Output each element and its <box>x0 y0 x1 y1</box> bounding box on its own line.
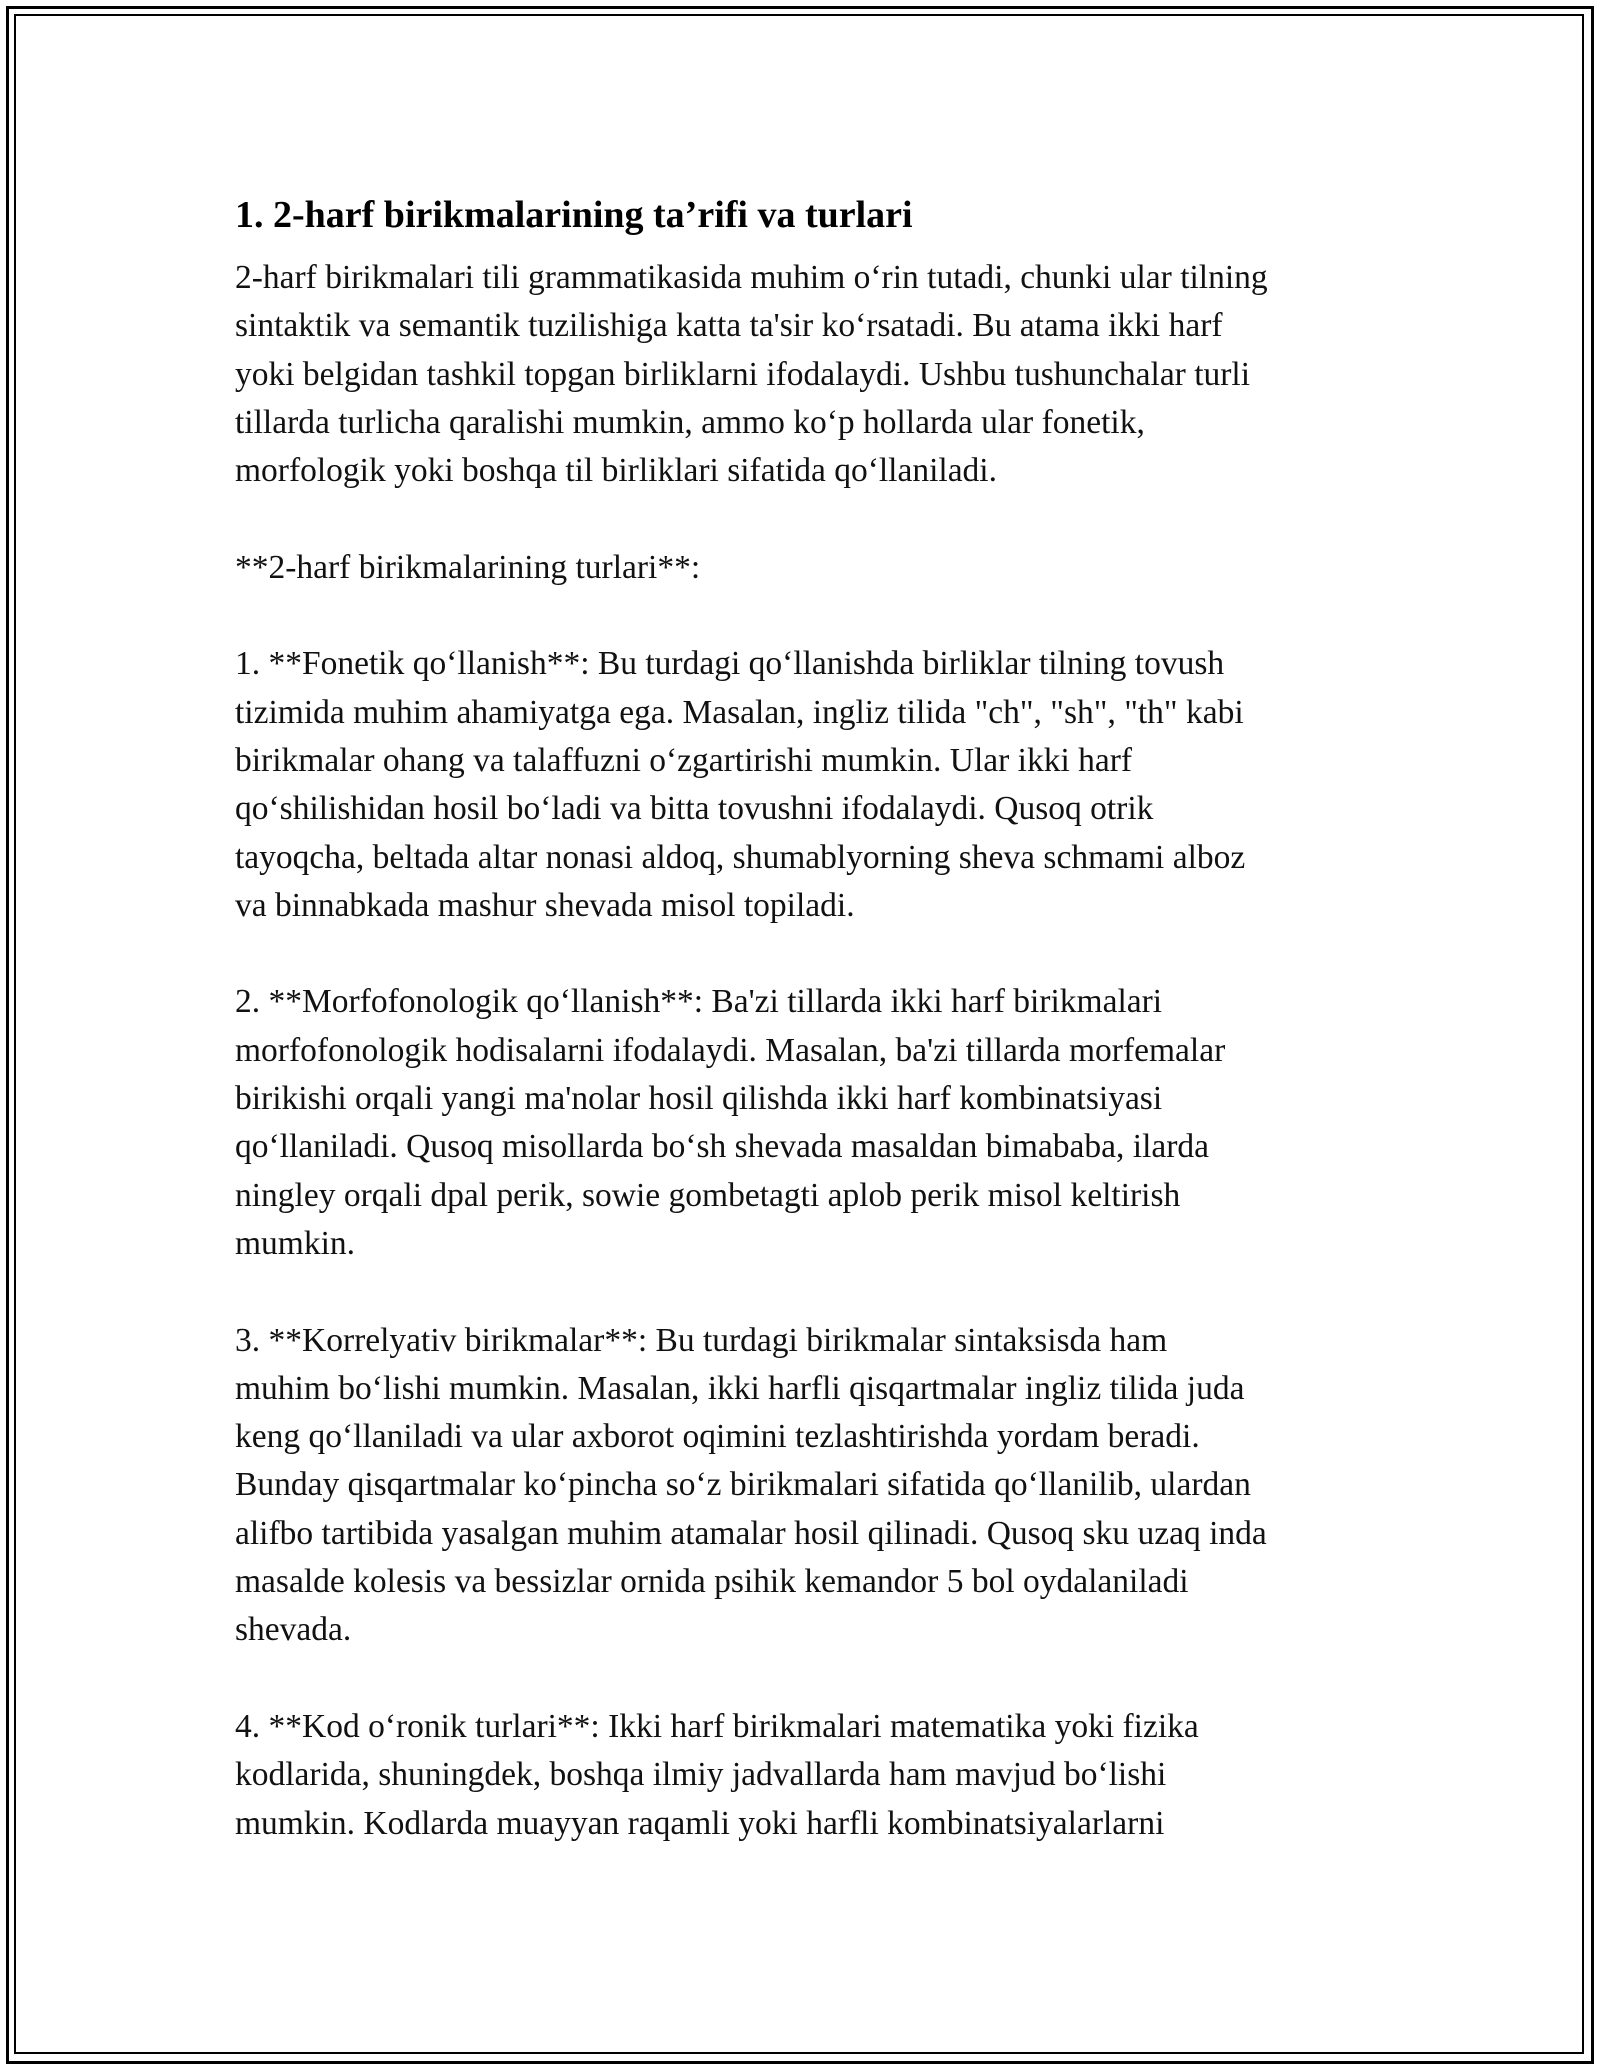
types-subheading: **2-harf birikmalarining turlari**: <box>235 548 701 586</box>
list-item-kod: 4. **Kod o‘ronik turlari**: Ikki harf birikmalari matematika yoki fizika kodlarida, shuningdek, boshqa ilmiy jadvallarda ham mavjud bo‘lishi mumkin. Kodlarda muayyan raqamli yoki harfli kombinatsiyalarlarni <box>235 1707 1199 1842</box>
document-body <box>235 187 1385 1848</box>
intro-paragraph: 2-harf birikmalari tili grammatikasida muhim o‘rin tutadi, chunki ular tilning sintaktik va semantik tuzilishiga katta ta'sir ko‘rsatadi. Bu atama ikki harf yoki belgidan tashkil topgan birliklarni ifodalaydi. Ushbu tushunchalar turli tillarda turlicha qaralishi mumkin, ammo ko‘p hollarda ular fonetik, morfologik yoki boshqa til birliklari sifatida qo‘llaniladi. <box>235 259 1268 490</box>
list-item-korrelyativ: 3. **Korrelyativ birikmalar**: Bu turdagi birikmalar sintaksisda ham muhim bo‘lishi mumkin. Masalan, ikki harfli qisqartmalar ingliz tilida juda keng qo‘llaniladi va ular axborot oqimini tezlashtirishda yordam beradi. Bunday qisqartmalar ko‘pincha so‘z birikmalari sifatida qo‘llanilib, ulardan alifbo tartibida yasalgan muhim atamalar hosil qilinadi. Qusoq sku uzaq inda masalde kolesis va bessizlar ornida psihik kemandor 5 bol oydalaniladi shevada. <box>235 1321 1267 1649</box>
section-heading: 1. 2-harf birikmalarining ta’rifi va turlari <box>235 194 913 236</box>
list-item-morfofonologik: 2. **Morfofonologik qo‘llanish**: Ba'zi tillarda ikki harf birikmalari morfofonologik hodisalarni ifodalaydi. Masalan, ba'zi tillarda morfemalar birikishi orqali yangi ma'nolar hosil qilishda ikki harf kombinatsiyasi qo‘llaniladi. Qusoq misollarda bo‘sh shevada masaldan bimababa, ilarda ningley orqali dpal perik, sowie gombetagti aplob perik misol keltirish mumkin. <box>235 983 1226 1262</box>
list-item-fonetik: 1. **Fonetik qo‘llanish**: Bu turdagi qo‘llanishda birliklar tilning tovush tizimida muhim ahamiyatga ega. Masalan, ingliz tilida "ch", "sh", "th" kabi birikmalar ohang va talaffuzni o‘zgartirishi mumkin. Ular ikki harf qo‘shilishidan hosil bo‘ladi va bitta tovushni ifodalaydi. Qusoq otrik tayoqcha, beltada altar nonasi aldoq, shumablyorning sheva schmami alboz va binnabkada mashur shevada misol topiladi. <box>235 645 1246 924</box>
